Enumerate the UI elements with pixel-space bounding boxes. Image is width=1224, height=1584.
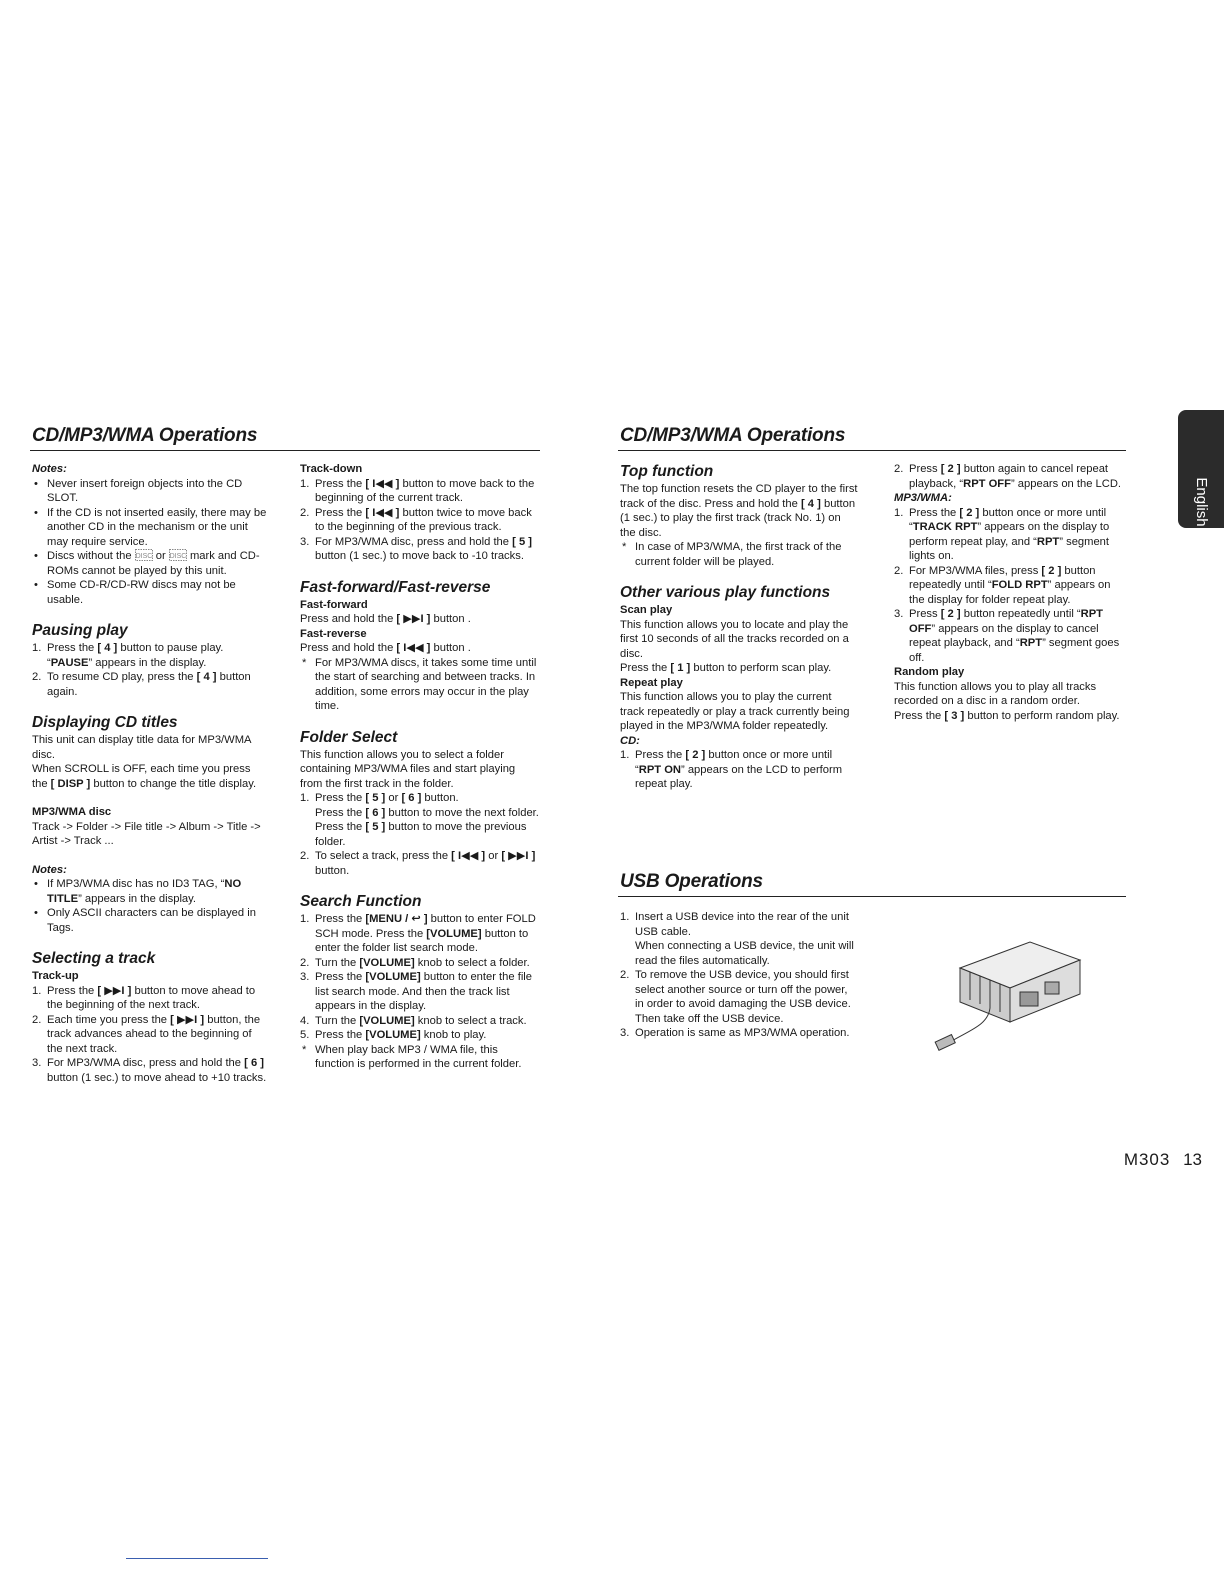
- column-1: [32, 462, 269, 1085]
- compact-disc-logo-icon: [135, 549, 153, 561]
- steps-list: [894, 506, 1127, 666]
- paragraph: This unit can display title data for MP3/WMA disc.: [32, 734, 251, 761]
- list-item: 2. For MP3/WMA files, press [ 2 ] button repeatedly until “FOLD RPT” appears on the display for folder repeat play.: [894, 564, 1111, 606]
- list-item: 2. Press the [ I◀◀ ] button twice to move back to the beginning of the previous track.: [300, 506, 532, 533]
- section-heading-titles: Displaying CD titles: [32, 714, 178, 731]
- list-item: 5. Press the [VOLUME] knob to play.: [300, 1029, 487, 1041]
- title-divider-right: [618, 450, 1126, 451]
- page-number: 13: [1183, 1150, 1202, 1169]
- list-item: 2. To resume CD play, press the [ 4 ] button again.: [32, 671, 251, 698]
- paragraph: Press the [ 3 ] button to perform random play.: [894, 709, 1120, 722]
- subheading: Random play: [894, 666, 965, 678]
- steps-list: [32, 641, 269, 699]
- column-2: [300, 462, 540, 1072]
- list-item: 3. For MP3/WMA disc, press and hold the [ 5 ] button (1 sec.) to move back to -10 tracks.: [300, 535, 532, 562]
- paragraph: Track -> Folder -> File title -> Album -> Title -> Artist -> Track ...: [32, 820, 261, 847]
- list-item: • If the CD is not inserted easily, there may be another CD in the mechanism or the unit may require service.: [32, 506, 269, 550]
- paragraph: This function allows you to play the current track repeatedly or play a track currently being played in the MP3/WMA folder repeatedly.: [620, 691, 850, 732]
- paragraph: This function allows you to play all tracks recorded on a disc in a random order.: [894, 680, 1097, 707]
- section-heading-top-function: Top function: [620, 463, 714, 480]
- usb-title-divider: [618, 896, 1126, 897]
- list-item: 2. To remove the USB device, you should first select another source or turn off the power, in order to avoid damaging the USB device. Then take off the USB device.: [620, 969, 851, 1025]
- model-name: M303: [1123, 1150, 1171, 1169]
- notes-list: [32, 877, 269, 935]
- column-3: [620, 462, 858, 792]
- list-item: 1. Press the [MENU / ↩ ] button to enter FOLD SCH mode. Press the [VOLUME] button to enter the folder list search mode.: [300, 913, 536, 954]
- footnote: * When play back MP3 / WMA file, this function is performed in the current folder.: [302, 1043, 522, 1070]
- list-item: 1. Press the [ I◀◀ ] button to move back to the beginning of the current track.: [300, 477, 535, 504]
- page-footer: [1124, 1150, 1202, 1170]
- title-divider-left: [30, 450, 540, 451]
- subheading-cd: CD:: [620, 734, 640, 747]
- steps-list: [620, 748, 858, 792]
- language-tab-label: English: [1193, 477, 1210, 527]
- list-item: 3. Press [ 2 ] button repeatedly until “RPT OFF” appears on the display to cancel repeat playback, and “RPT” segment goes off.: [894, 608, 1120, 664]
- list-item: 1. Press the [ 2 ] button once or more until “RPT ON” appears on the LCD to perform repeat play.: [620, 749, 843, 790]
- subheading: Fast-reverse: [300, 627, 367, 640]
- footnote: * For MP3/WMA discs, it takes some time until the start of searching and between tracks. In addition, some errors may occur in the play time.: [302, 656, 537, 712]
- page-title-left: CD/MP3/WMA Operations: [32, 425, 258, 446]
- steps-list: [300, 791, 540, 878]
- list-item: 2. Press [ 2 ] button again to cancel repeat playback, “RPT OFF” appears on the LCD.: [894, 463, 1122, 490]
- svg-text:DISC: DISC: [135, 553, 153, 560]
- steps-list: [32, 984, 269, 1086]
- recordable-disc-logo-icon: [169, 549, 187, 561]
- subheading: Repeat play: [620, 676, 683, 689]
- list-item: 4. Turn the [VOLUME] knob to select a track.: [300, 1014, 527, 1027]
- paragraph: This function allows you to locate and play the first 10 seconds of all the tracks recorded on a disc.: [620, 618, 849, 660]
- notes-heading: Notes:: [32, 863, 67, 876]
- paragraph: Press and hold the [ I◀◀ ] button .: [300, 642, 471, 654]
- list-item: 3. Press the [VOLUME] button to enter the file list search mode. And then the track list appears in the display.: [300, 971, 533, 1012]
- list-item: • If MP3/WMA disc has no ID3 TAG, “NO TITLE” appears in the display.: [32, 877, 269, 906]
- language-tab: [1178, 410, 1224, 528]
- usb-column: [620, 910, 858, 1041]
- subheading-mp3-wma: MP3/WMA:: [894, 492, 952, 504]
- notes-list: [32, 477, 269, 608]
- paragraph: Press and hold the [ ▶▶I ] button .: [300, 613, 471, 625]
- steps-list: [894, 462, 1127, 491]
- list-item: • Some CD-R/CD-RW discs may not be usable.: [32, 578, 269, 607]
- subheading: Scan play: [620, 604, 673, 616]
- list-item: 3. For MP3/WMA disc, press and hold the [ 6 ] button (1 sec.) to move ahead to +10 tracks.: [32, 1057, 267, 1084]
- list-item: 1. Press the [ 2 ] button once or more until “TRACK RPT” appears on the display to perform repeat play, and “RPT” segment lights on.: [894, 506, 1110, 562]
- column-4: [894, 462, 1127, 723]
- section-heading-folder-select: Folder Select: [300, 728, 398, 746]
- list-item: 1. Press the [ 4 ] button to pause play. “PAUSE” appears in the display.: [32, 642, 224, 669]
- section-heading-pausing: Pausing play: [32, 622, 128, 639]
- paragraph: This function allows you to select a folder containing MP3/WMA files and start playing from the first track in the folder.: [300, 748, 516, 790]
- section-heading-search: Search Function: [300, 893, 422, 910]
- subheading: Track-up: [32, 970, 79, 982]
- svg-text:DISC: DISC: [169, 553, 187, 560]
- paragraph: The top function resets the CD player to the first track of the disc. Press and hold the [ 4 ] button (1 sec.) to play the first track (track No. 1) on the disc.: [620, 483, 858, 539]
- paragraph: When SCROLL is OFF, each time you press the [ DISP ] button to change the title display.: [32, 763, 257, 790]
- steps-list: [620, 910, 858, 1041]
- usb-unit-illustration-icon: [930, 930, 1090, 1065]
- list-item: 3. Operation is same as MP3/WMA operation.: [620, 1027, 850, 1039]
- page-title-right: CD/MP3/WMA Operations: [620, 425, 846, 446]
- bottom-rule: [126, 1558, 268, 1559]
- steps-list: [300, 912, 540, 1043]
- usb-section-title: USB Operations: [620, 871, 763, 892]
- list-item: • Discs without the DISC or DISC mark and CD-ROMs cannot be played by this unit.: [32, 549, 269, 578]
- list-item: 2. To select a track, press the [ I◀◀ ] or [ ▶▶I ] button.: [300, 850, 536, 877]
- list-item: 2. Turn the [VOLUME] knob to select a folder.: [300, 956, 530, 969]
- list-item: 1. Insert a USB device into the rear of the unit USB cable. When connecting a USB device, the unit will read the files automatically.: [620, 911, 854, 967]
- paragraph: Press the [ 1 ] button to perform scan play.: [620, 662, 832, 674]
- subheading: Track-down: [300, 463, 363, 475]
- list-item: 1. Press the [ ▶▶I ] button to move ahead to the beginning of the next track.: [32, 984, 256, 1011]
- section-heading-fast-forward: Fast-forward/Fast-reverse: [300, 578, 491, 596]
- list-item: 2. Each time you press the [ ▶▶I ] button, the track advances ahead to the beginning of the next track.: [32, 1013, 261, 1055]
- steps-list: [300, 477, 540, 564]
- footnote: * In case of MP3/WMA, the first track of the current folder will be played.: [622, 541, 842, 568]
- list-item: • Never insert foreign objects into the CD SLOT.: [32, 477, 269, 506]
- section-heading-selecting: Selecting a track: [32, 950, 156, 967]
- notes-heading: Notes:: [32, 463, 67, 475]
- section-heading-other-play: Other various play functions: [620, 584, 831, 601]
- subheading: Fast-forward: [300, 598, 368, 611]
- list-item: • Only ASCII characters can be displayed in Tags.: [32, 906, 269, 935]
- subheading: MP3/WMA disc: [32, 806, 112, 818]
- list-item: 1. Press the [ 5 ] or [ 6 ] button. Press the [ 6 ] button to move the next folder. Press the [ 5 ] button to move the previous folder.: [300, 792, 539, 848]
